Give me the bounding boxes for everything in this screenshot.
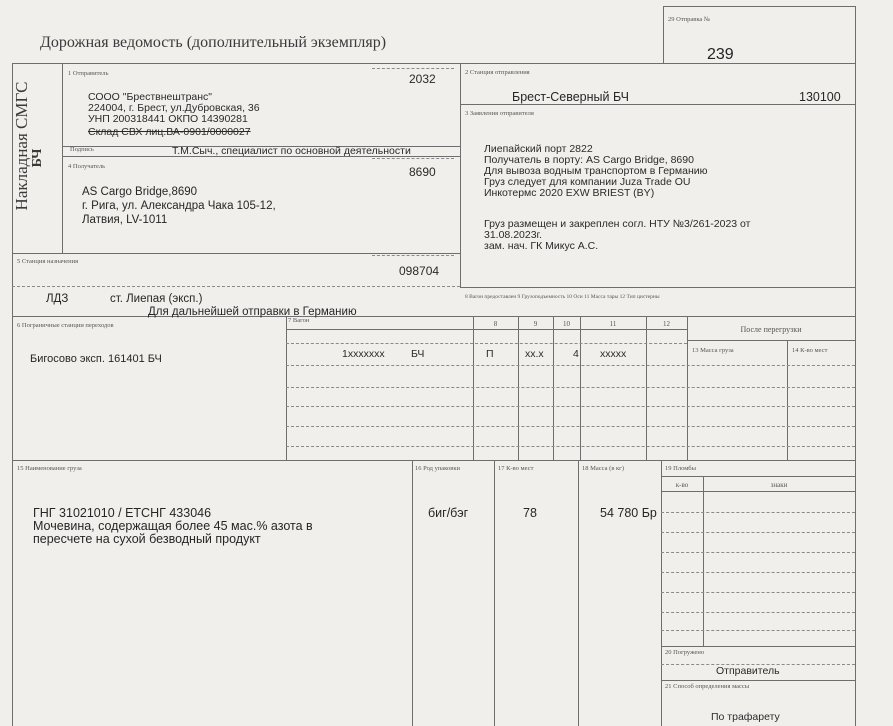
border-line xyxy=(661,491,855,492)
statement-line: Получатель в порту: AS Cargo Bridge, 8690 xyxy=(484,154,694,166)
wagon-columns-header: 8 Вагон предоставлен 9 Грузоподъемность 10 Оси 11 Масса тары 12 Тип цистерны xyxy=(465,294,660,300)
statements-label: 3 Заявления отправителя xyxy=(465,110,534,117)
wagon-provided: П xyxy=(486,348,494,360)
dash-line xyxy=(372,255,454,256)
dash-line xyxy=(661,612,855,613)
wagon-axles: 4 xyxy=(573,348,579,360)
seals-label: 19 Пломбы xyxy=(665,465,696,472)
statement-line: Лиепайский порт 2822 xyxy=(484,143,593,155)
dash-line xyxy=(12,286,460,287)
border-line xyxy=(553,316,554,460)
packaging-value: биг/бэг xyxy=(428,506,469,520)
wagon-col-11: 11 xyxy=(609,320,617,328)
dash-line xyxy=(661,512,855,513)
border-line xyxy=(703,476,704,646)
dash-line xyxy=(286,387,855,388)
cargo-description: пересчете на сухой безводный продукт xyxy=(33,532,261,546)
signature-label: Подпись xyxy=(70,146,94,153)
dash-line xyxy=(286,343,687,344)
destination-note: Для дальнейшей отправки в Германию xyxy=(148,306,357,318)
destination-station: ст. Лиепая (эксп.) xyxy=(110,293,203,305)
wagon-railway: БЧ xyxy=(411,348,425,360)
border-line xyxy=(663,6,664,63)
sender-line: УНП 200318441 ОКПО 14390281 xyxy=(88,113,248,125)
border-line xyxy=(494,460,495,726)
border-line xyxy=(578,460,579,726)
destination-code: 098704 xyxy=(399,264,440,278)
shipment-number: 239 xyxy=(707,46,734,63)
border-line xyxy=(12,460,855,461)
departure-station: Брест-Северный БЧ xyxy=(512,90,629,104)
dash-line xyxy=(661,572,855,573)
receiver-line: AS Cargo Bridge,8690 xyxy=(82,186,198,198)
packaging-label: 16 Род упаковки xyxy=(415,465,460,472)
reload-count-label: 14 К-во мест xyxy=(792,347,828,354)
mass-value: 54 780 Бр xyxy=(600,506,657,520)
loaded-by-value: Отправитель xyxy=(716,665,780,677)
border-line xyxy=(687,340,855,341)
border-stations-label: 6 Пограничные станции переходов xyxy=(17,322,114,329)
receiver-code: 8690 xyxy=(409,165,436,179)
border-line xyxy=(687,316,688,460)
dash-line xyxy=(661,532,855,533)
border-line xyxy=(646,316,647,460)
statement-line: Инкотермс 2020 EXW BRIEST (BY) xyxy=(484,187,655,199)
departure-label: 2 Станция отправления xyxy=(465,69,530,76)
statement-line: Груз размещен и закреплен согл. НТУ №3/261-2023 от xyxy=(484,218,751,230)
wagon-col-12: 12 xyxy=(663,320,670,328)
cargo-code: ГНГ 31021010 / ЕТСНГ 433046 xyxy=(33,506,212,520)
border-line xyxy=(661,680,855,681)
sender-label: 1 Отправитель xyxy=(68,70,109,77)
border-line xyxy=(412,460,413,726)
dash-line xyxy=(286,406,855,407)
mass-method-label: 21 Способ определения массы xyxy=(665,683,750,690)
border-stations-value: Бигосово эксп. 161401 БЧ xyxy=(30,353,162,365)
border-line xyxy=(460,63,461,287)
wagon-tare: ххххх xyxy=(600,348,627,360)
border-line xyxy=(661,476,855,477)
dash-line xyxy=(661,592,855,593)
mass-label: 18 Масса (в кг) xyxy=(582,465,624,472)
border-line xyxy=(787,340,788,460)
receiver-line: г. Рига, ул. Александра Чака 105-12, xyxy=(82,200,276,212)
departure-code: 130100 xyxy=(799,90,841,104)
dash-line xyxy=(286,446,855,447)
statement-line: 31.08.2023г. xyxy=(484,229,543,241)
waybill-vertical-title: Накладная СМГС xyxy=(12,81,31,211)
border-line xyxy=(518,316,519,460)
sender-line: СООО "Брествнештранс" xyxy=(88,91,213,103)
statement-line: зам. нач. ГК Микус А.С. xyxy=(484,240,599,252)
railway-vertical-code: БЧ xyxy=(30,148,45,168)
wagon-col-9: 9 xyxy=(533,320,538,328)
dash-line xyxy=(661,630,855,631)
statement-line: Груз следует для компании Juza Trade OU xyxy=(484,176,691,188)
border-line xyxy=(460,287,855,288)
border-line xyxy=(286,329,687,330)
destination-railway: ЛДЗ xyxy=(46,293,69,305)
cargo-description: Мочевина, содержащая более 45 мас.% азота в xyxy=(33,519,313,533)
border-line xyxy=(661,460,662,726)
border-line xyxy=(460,104,855,105)
receiver-label: 4 Получатель xyxy=(68,163,106,170)
border-line xyxy=(580,316,581,460)
dash-line xyxy=(372,158,454,159)
dash-line xyxy=(286,365,855,366)
seals-marks-header: знаки xyxy=(770,481,788,489)
receiver-line: Латвия, LV-1011 xyxy=(82,214,168,226)
statement-line: Для вывоза водным транспортом в Германию xyxy=(484,165,708,177)
border-line xyxy=(661,646,855,647)
quantity-label: 17 К-во мест xyxy=(498,465,534,472)
border-line xyxy=(473,316,474,460)
wagon-col-10: 10 xyxy=(563,320,570,328)
border-line xyxy=(855,6,856,726)
mass-method-value: По трафарету xyxy=(711,711,780,723)
shipment-number-label: 29 Отправка № xyxy=(668,16,711,23)
sender-line: 224004, г. Брест, ул.Дубровская, 36 xyxy=(88,102,260,114)
sender-line: Склад СВХ лиц.ВА-0901/0000027 xyxy=(88,126,251,138)
border-line xyxy=(12,253,460,254)
seals-count-header: к-во xyxy=(675,481,689,489)
signature-text: Т.М.Сыч., специалист по основной деятельности xyxy=(172,145,411,157)
cargo-name-label: 15 Наименование груза xyxy=(17,465,82,472)
wagon-number: 1ххххххх xyxy=(342,348,385,360)
border-line xyxy=(663,6,855,7)
border-line xyxy=(286,316,287,460)
border-line xyxy=(12,316,855,317)
wagon-capacity: хх.х xyxy=(525,348,544,360)
destination-label: 5 Станция назначения xyxy=(17,258,79,265)
wagon-col-8: 8 xyxy=(493,320,498,328)
border-line xyxy=(62,63,63,253)
dash-line xyxy=(661,552,855,553)
sender-code: 2032 xyxy=(409,72,436,86)
reload-mass-label: 13 Масса груза xyxy=(692,347,734,354)
dash-line xyxy=(286,426,855,427)
wagon-label: 7 Вагон xyxy=(288,317,310,324)
form-title: Дорожная ведомость (дополнительный экземпляр) xyxy=(40,34,387,51)
quantity-value: 78 xyxy=(523,506,537,520)
after-reload-header: После перегрузки xyxy=(740,325,802,334)
dash-line xyxy=(372,68,454,69)
loaded-by-label: 20 Погружено xyxy=(665,649,705,656)
